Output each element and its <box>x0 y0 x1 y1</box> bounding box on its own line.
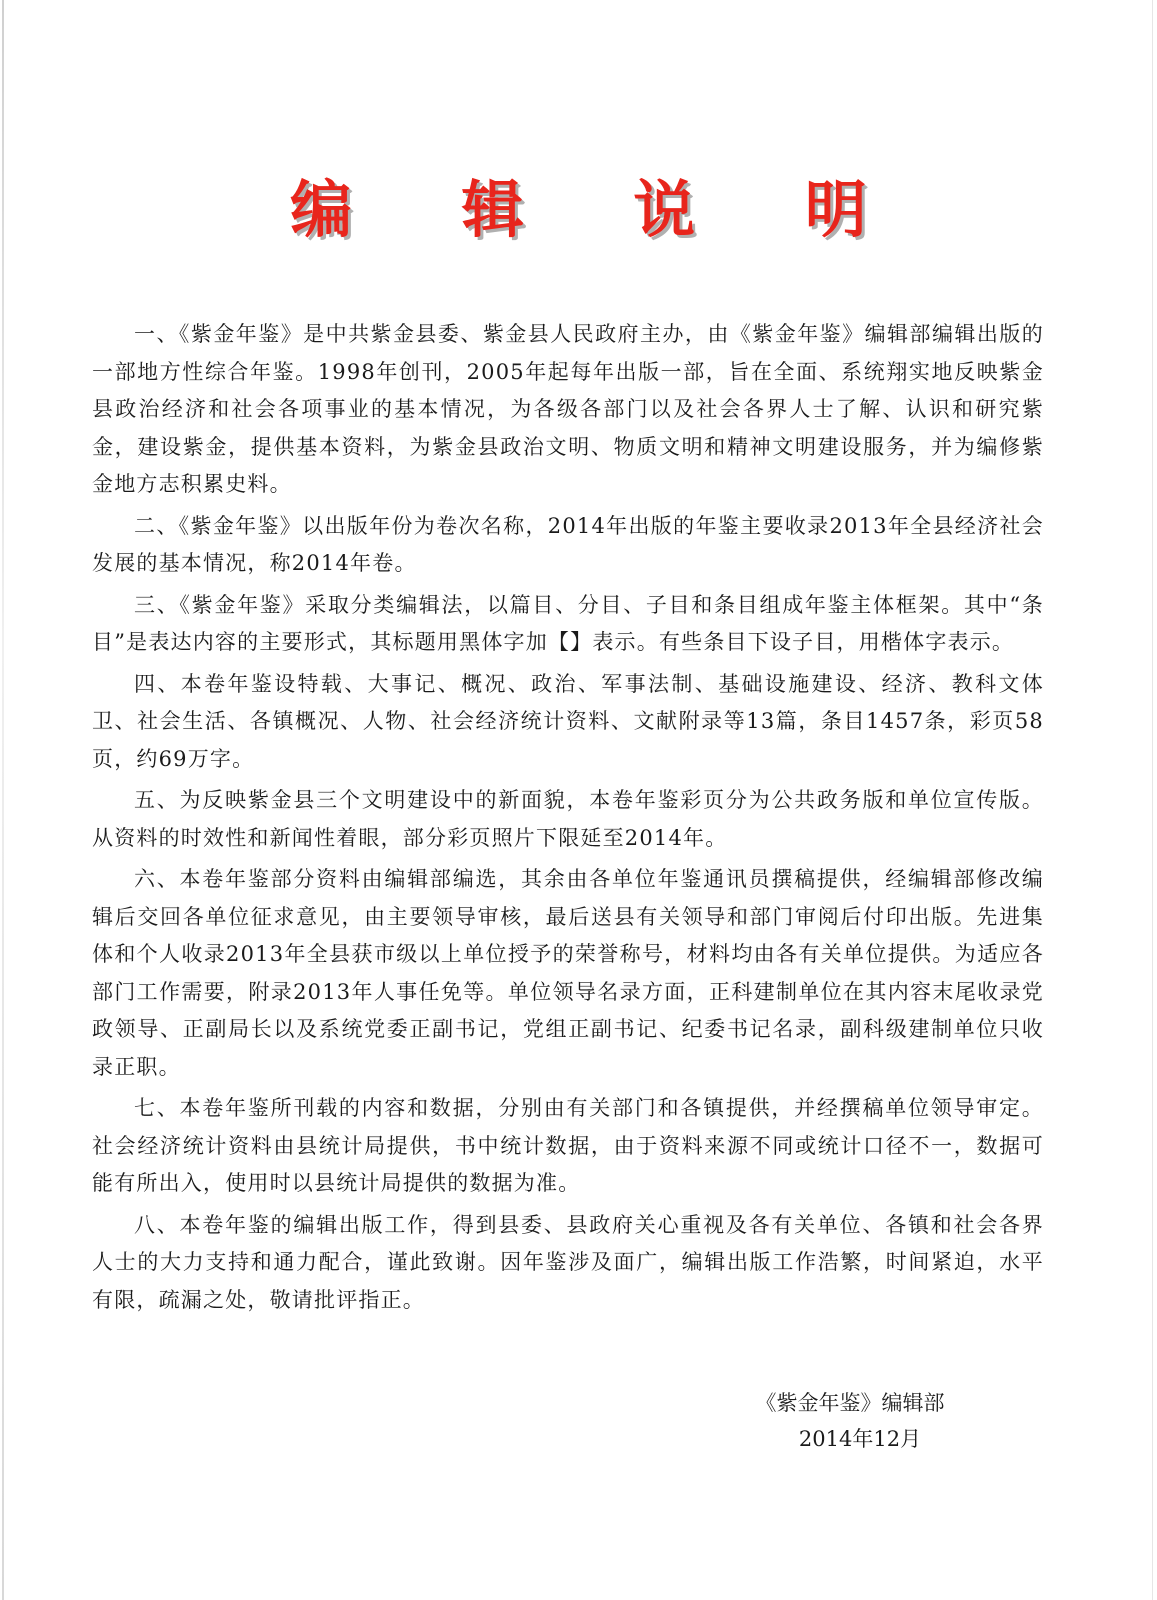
body-text <box>92 316 1044 1323</box>
page-title: 编 辑 说 明 <box>290 173 911 246</box>
paragraph-2: 二、《紫金年鉴》以出版年份为卷次名称，2014年出版的年鉴主要收录2013年全县经济社会发展的基本情况，称2014年卷。 <box>92 513 1044 575</box>
paragraph-1: 一、《紫金年鉴》是中共紫金县委、紫金县人民政府主办，由《紫金年鉴》编辑部编辑出版的一部地方性综合年鉴。1998年创刊，2005年起每年出版一部，旨在全面、系统翔实地反映紫金县政治经济和社会各项事业的基本情况，为各级各部门以及社会各界人士了解、认识和研究紫金，建设紫金，提供基本资料，为紫金县政治文明、物质文明和精神文明建设服务，并为编修紫金地方志积累史料。 <box>92 322 1044 496</box>
paragraph-4: 四、本卷年鉴设特载、大事记、概况、政治、军事法制、基础设施建设、经济、教科文体卫、社会生活、各镇概况、人物、社会经济统计资料、文献附录等13篇，条目1457条，彩页58页，约69万字。 <box>92 671 1044 771</box>
signature-block <box>700 1385 1000 1457</box>
paragraph-8: 八、本卷年鉴的编辑出版工作，得到县委、县政府关心重视及各有关单位、各镇和社会各界人士的大力支持和通力配合，谨此致谢。因年鉴涉及面广，编辑出版工作浩繁，时间紧迫，水平有限，疏漏之处，敬请批评指正。 <box>92 1212 1044 1312</box>
signature-date: 2014年12月 <box>798 1427 922 1451</box>
signature-org: 《紫金年鉴》编辑部 <box>755 1391 945 1415</box>
paragraph-3: 三、《紫金年鉴》采取分类编辑法，以篇目、分目、子目和条目组成年鉴主体框架。其中“条目”是表达内容的主要形式，其标题用黑体字加【】表示。有些条目下设子目，用楷体字表示。 <box>92 592 1044 654</box>
paragraph-6: 六、本卷年鉴部分资料由编辑部编选，其余由各单位年鉴通讯员撰稿提供，经编辑部修改编辑后交回各单位征求意见，由主要领导审核，最后送县有关领导和部门审阅后付印出版。先进集体和个人收录2013年全县获市级以上单位授予的荣誉称号，材料均由各有关单位提供。为适应各部门工作需要，附录2013年人事任免等。单位领导名录方面，正科建制单位在其内容末尾收录党政领导、正副局长以及系统党委正副书记，党组正副书记、纪委书记名录，副科级建制单位只收录正职。 <box>92 867 1044 1079</box>
paragraph-5: 五、为反映紫金县三个文明建设中的新面貌，本卷年鉴彩页分为公共政务版和单位宣传版。从资料的时效性和新闻性着眼，部分彩页照片下限延至2014年。 <box>92 788 1044 850</box>
paragraph-7: 七、本卷年鉴所刊载的内容和数据，分别由有关部门和各镇提供，并经撰稿单位领导审定。社会经济统计资料由县统计局提供，书中统计数据，由于资料来源不同或统计口径不一，数据可能有所出入，使用时以县统计局提供的数据为准。 <box>92 1096 1044 1195</box>
